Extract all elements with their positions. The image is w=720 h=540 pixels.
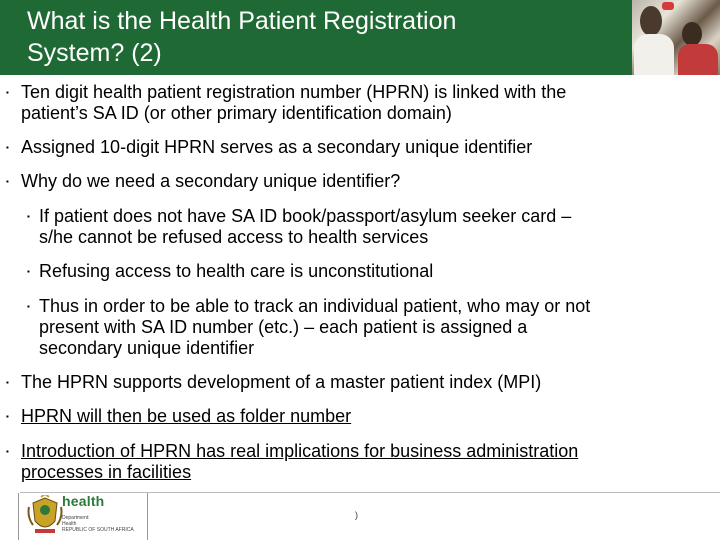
bullet-line: The HPRN supports development of a master patient index (MPI) <box>21 372 542 392</box>
bullet-marker: ▪ <box>6 143 9 152</box>
bullet-line-underlined: processes in facilities <box>21 462 192 482</box>
bullet-line-underlined: HPRN will then be used as folder number <box>21 406 352 426</box>
logo-wordmark: health <box>62 493 105 509</box>
bullet-line: Why do we need a secondary unique identifier? <box>21 171 401 191</box>
bullet-line: Refusing access to health care is unconstitutional <box>39 261 434 281</box>
bullet-line: patient’s SA ID (or other primary identification domain) <box>21 103 452 123</box>
slide-title <box>27 5 627 69</box>
bullet-line: present with SA ID number (etc.) – each patient is assigned a <box>39 317 528 337</box>
bullet-marker: ▪ <box>6 412 9 421</box>
bullet-line: Assigned 10-digit HPRN serves as a secondary unique identifier <box>21 137 533 157</box>
page-number: ) <box>355 510 358 520</box>
bullet-marker: ▪ <box>6 378 9 387</box>
bullet-line: s/he cannot be refused access to health services <box>39 227 429 247</box>
bullet-marker: ▪ <box>6 177 9 186</box>
bullet-line: If patient does not have SA ID book/passport/asylum seeker card – <box>39 206 572 226</box>
bullet-marker: ▪ <box>6 447 9 456</box>
bullet-line: Ten digit health patient registration number (HPRN) is linked with the <box>21 82 567 102</box>
health-department-logo <box>18 493 148 540</box>
bullet-marker: ▪ <box>27 302 30 311</box>
logo-subtext: Department: <box>62 515 90 521</box>
slide-title-line-1: What is the Health Patient Registration <box>27 7 457 35</box>
bullet-marker: ▪ <box>27 267 30 276</box>
logo-subtext: Health <box>62 521 77 527</box>
bullet-line-underlined: Introduction of HPRN has real implications for business administration <box>21 441 579 461</box>
slide-title-line-2: System? (2) <box>27 39 162 67</box>
header-photo <box>632 0 720 75</box>
bullet-marker: ▪ <box>6 88 9 97</box>
bullet-marker: ▪ <box>27 212 30 221</box>
logo-subtext: REPUBLIC OF SOUTH AFRICA <box>62 527 134 533</box>
bullet-line: secondary unique identifier <box>39 338 255 358</box>
bullet-line: Thus in order to be able to track an individual patient, who may or not <box>39 296 591 316</box>
coat-of-arms-icon <box>25 495 65 537</box>
title-bar <box>0 0 632 75</box>
